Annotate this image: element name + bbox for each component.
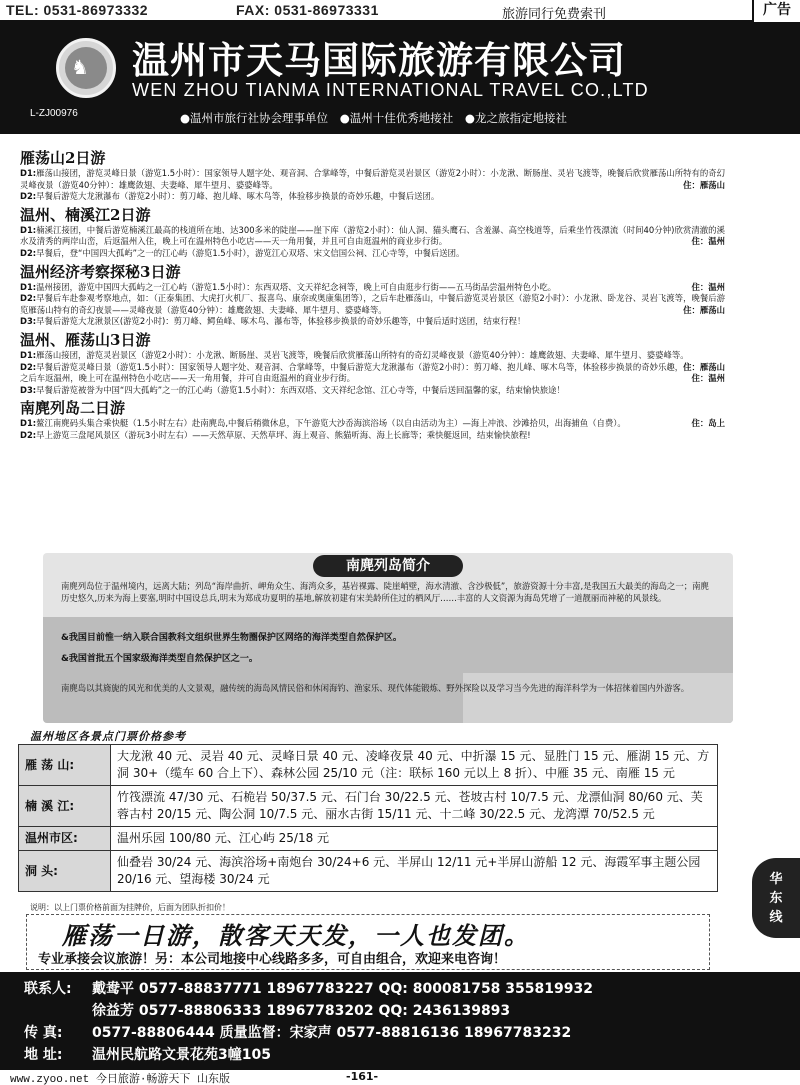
area-name: 雁 荡 山: (19, 745, 111, 786)
east-china-line-tab (752, 858, 800, 938)
route-title: 雁荡山2日游 (20, 149, 106, 167)
route-nanxijiang-2day (20, 205, 725, 260)
route-list (20, 146, 725, 442)
area-name: 温州市区: (19, 827, 111, 851)
page-footer (0, 1070, 800, 1085)
route-day: D2:早餐后，登“中国四大孤屿”之一的江心屿（游览1.5小时），游览江心双塔、宋文信国公祠、江心寺等，中餐后送团。 (20, 247, 465, 258)
table-row (19, 851, 718, 892)
area-name: 洞 头: (19, 851, 111, 892)
intro-title: 南麂列岛简介 (313, 555, 463, 577)
route-title: 温州、楠溪江2日游 (20, 205, 151, 224)
route-yandang-3day (20, 330, 725, 396)
company-header (0, 22, 800, 134)
route-day: D1:温州接团，游览中国四大孤屿之一江心屿（游览1.5小时）：东西双塔、文天祥纪念祠等，晚上可自由逛步行街——五马街品尝温州特色小吃。 住：温州 (20, 281, 725, 292)
route-yandang-2day (20, 148, 725, 203)
fax-number: FAX: 0531-86973331 (236, 2, 379, 18)
route-nanji-2day (20, 398, 725, 441)
ticket-price-table (18, 744, 718, 892)
intro-paragraph: 南麂列岛位于温州境内，远离大陆；列岛“海岸曲折、岬角众生、海湾众多，基岩裸露、陡崖峭壁，海水清澈、含沙极低”，旅游资源十分丰富,是我国五大最美的海岛之一；南麂历史悠久,历来为海上要塞,明时中国设总兵,明末为郑成功夏明的基地,解放初建有宋美龄所住过的栖风厅……丰富的人文资源为海岛凭增了一道靓丽而神秘的风景线。 (61, 581, 709, 603)
price-list: 仙叠岩 30/24 元、海滨浴场+南炮台 30/24+6 元、半屏山 12/11 元+半屏山游船 12 元、海霞军事主题公园 20/16 元、望海楼 30/24 元 (111, 851, 718, 892)
table-row (19, 786, 718, 827)
price-list: 温州乐园 100/80 元、江心屿 25/18 元 (111, 827, 718, 851)
contact-value: 0577-88806444 质量监督：宋家声 0577-88816136 18967783232 (92, 1025, 572, 1041)
top-bar (0, 0, 800, 22)
oneday-slogan: 专业承接会议旅游！另：本公司地接中心线路多多，可自由组合，欢迎来电咨询！ (38, 952, 507, 967)
intro-paragraph: 南麂岛以其旖旎的风光和优美的人文景观，融传统的海岛风情民俗和休闲海钓、渔家乐、现代体能锻炼、野外探险以及学习当今先进的海洋科学为一体招徕着国内外游客。 (61, 683, 690, 693)
contact-address (24, 1044, 271, 1064)
top-slogan: 旅游同行免费索刊 (502, 7, 607, 22)
ad-label: 广告 (752, 0, 800, 22)
table-row (19, 827, 718, 851)
route-day: D2:早餐后车赴参观考察地点，如：（正泰集团、大虎打火机厂、报喜鸟、康奈或奥康集团等），之后车赴雁荡山，中餐后游览灵岩景区（游览2小时）：小龙湫、卧龙谷、灵岩飞渡等，晚餐后游览雁荡山特有的奇幻夜景——灵峰夜景（游览40分钟）：雄鹰敛翅、夫妻峰、犀牛望月、婆婆峰等。 住：雁荡山 (20, 293, 725, 315)
badge-1: ●温州市旅行社协会理事单位 (180, 111, 329, 125)
area-name: 楠 溪 江: (19, 786, 111, 827)
route-day: D2:早上游览三盘尾风景区（游玩3小时左右）——天然草原、天然草坪、海上观音、熊猫听海、海上长廊等；乘快艇返回，结束愉快旅程! (20, 429, 531, 440)
intro-highlight: &我国首批五个国家级海洋类型自然保护区之一。 (61, 654, 258, 664)
company-name-cn: 温州市天马国际旅游有限公司 (132, 38, 626, 82)
licence-number: L-ZJ00976 (30, 108, 78, 119)
price-table-title: 温州地区各景点门票价格参考 (30, 730, 186, 743)
tab-char: 华 (769, 872, 783, 887)
price-list: 大龙湫 40 元、灵岩 40 元、灵峰日景 40 元、凌峰夜景 40 元、中折瀑 15 元、显胜门 15 元、雁湖 15 元、方洞 30+（缆车 60 合上下）、森林公园 25/10 元（注：联标 160 元以上 8 折）、中雁 35 元、南雁 15 元 (111, 745, 718, 786)
route-day: D1:鳌江南麂码头集合乘快艇（1.5小时左右）赴南麂岛,中餐后稍微休息，下午游览大沙岙海滨浴场（以自由活动为主）—海上冲浪、沙滩拾贝，出海捕鱼（自费）。 住：岛上 (20, 418, 725, 429)
contact-label: 联系人: (24, 981, 72, 997)
contact-fax (24, 1022, 571, 1042)
contact-value: 温州民航路文景花苑3幢105 (92, 1047, 271, 1063)
route-day: D2:早餐后游览大龙湫瀑布（游览2小时）：剪刀峰、抱儿峰、啄木鸟等，体验移步换景的奇妙乐趣，中餐后送团。 (20, 191, 440, 202)
route-day: D1:雁荡山接团，游览灵岩景区（游览2小时）：小龙湫、断肠崖、灵岩飞渡等，晚餐后欣赏雁荡山所特有的奇幻灵峰夜景（游览40分钟）：雄鹰敛翅、夫妻峰、犀牛望月、婆婆峰等。 住：雁荡山 (20, 349, 725, 372)
beach-photo-background (463, 673, 733, 723)
route-day: D1:雁荡山接团，游览灵峰日景（游览1.5小时）：国家领导人题字处、观音洞、合掌峰等，中餐后游览灵岩景区（游览2小时）：小龙湫、断肠崖、灵岩飞渡等，晚餐后欣赏雁荡山所特有的奇幻灵峰夜景（游览40分钟）：雄鹰敛翅、夫妻峰、犀牛望月、婆婆峰等。 住：雁荡山 (20, 168, 725, 190)
route-title: 温州、雁荡山3日游 (20, 330, 151, 349)
contact-label: 传 真: (24, 1025, 63, 1041)
contact-value: 戴鸯平 0577-88837771 18967783227 QQ: 800081758 355819932 (92, 981, 593, 997)
tel-number: TEL: 0531-86973332 (6, 2, 149, 18)
table-row (19, 745, 718, 786)
badge-3: ●龙之旅指定地接社 (464, 111, 567, 125)
company-name-en: WEN ZHOU TIANMA INTERNATIONAL TRAVEL CO.,LTD (132, 80, 649, 100)
company-logo-icon: ♞ (56, 38, 116, 98)
route-day: D3:早餐后游览被誉为中国“四大孤屿”之一的江心屿（游览1.5小时）：东西双塔、文天祥纪念馆、江心寺等，中餐后送回温馨的家，结束愉快旅途！ (20, 384, 565, 395)
tab-char: 线 (769, 910, 783, 925)
route-day: D3:早餐后游览大龙湫景区(游览2小时)：剪刀峰、鳄鱼峰、啄木鸟、瀑布等，体验移步换景的奇妙乐趣等，中餐后适时送团，结束行程！ (20, 316, 526, 327)
price-note: 说明：以上门票价格前面为挂牌价，后面为团队折扣价！ (30, 903, 230, 912)
company-badges (180, 110, 575, 126)
intro-highlight: &我国目前惟一纳入联合国教科文组织世界生物圈保护区网络的海洋类型自然保护区。 (61, 633, 402, 643)
page-number: -161- (346, 1070, 379, 1083)
route-day: D1:楠溪江接团，中餐后游览楠溪江最高的栈道所在地、达300多米的陡崖——崖下库（游览2小时）：仙人洞、猫头鹰石、含羞瀑、高空栈道等，后乘坐竹筏漂流（时间40分钟)欣赏清澈的溪水及清秀的两岸山峦，后返温州入住，晚上可在温州特色小吃店——天一角用餐，并且可自由逛温州的商业步行街。 住：温州 (20, 224, 725, 247)
contact-panel (0, 972, 800, 1070)
contact-person-1 (24, 978, 593, 998)
contact-person-2: 徐益芳 0577-88806333 18967783202 QQ: 2436139893 (92, 1003, 511, 1019)
tab-char: 东 (769, 891, 783, 906)
route-day: D2:早餐后游览灵峰日景（游览1.5小时）：国家领导人题字处、观音洞、合掌峰等，中餐后游览大龙湫瀑布（游览2小时）：剪刀峰、抱儿峰、啄木鸟等，体验移步换景的奇妙乐趣，之后车返温州，晚上可在温州特色小吃店——天一角用餐，并可自由逛温州的商业步行街。 住：温州 (20, 361, 725, 384)
route-title: 南麂列岛二日游 (20, 399, 126, 418)
route-economy-3day (20, 262, 725, 328)
badge-2: ●温州十佳优秀地接社 (339, 111, 454, 125)
route-title: 温州经济考察探秘3日游 (20, 262, 181, 281)
oneday-headline: 雁荡一日游，散客天天发，一人也发团。 (62, 921, 530, 950)
nanji-intro-panel (43, 553, 733, 723)
contact-label: 地 址: (24, 1047, 63, 1063)
price-list: 竹筏漂流 47/30 元、石桅岩 50/37.5 元、石门台 30/22.5 元、苍坡古村 10/7.5 元、龙漂仙洞 80/60 元、芙蓉古村 20/15 元、陶公洞 10/7.5 元、丽水古街 15/11 元、十二峰 30/22.5 元、龙湾潭 70/52.5 元 (111, 786, 718, 827)
footer-site: www.zyoo.net 今日旅游·畅游天下 山东版 (10, 1074, 231, 1085)
